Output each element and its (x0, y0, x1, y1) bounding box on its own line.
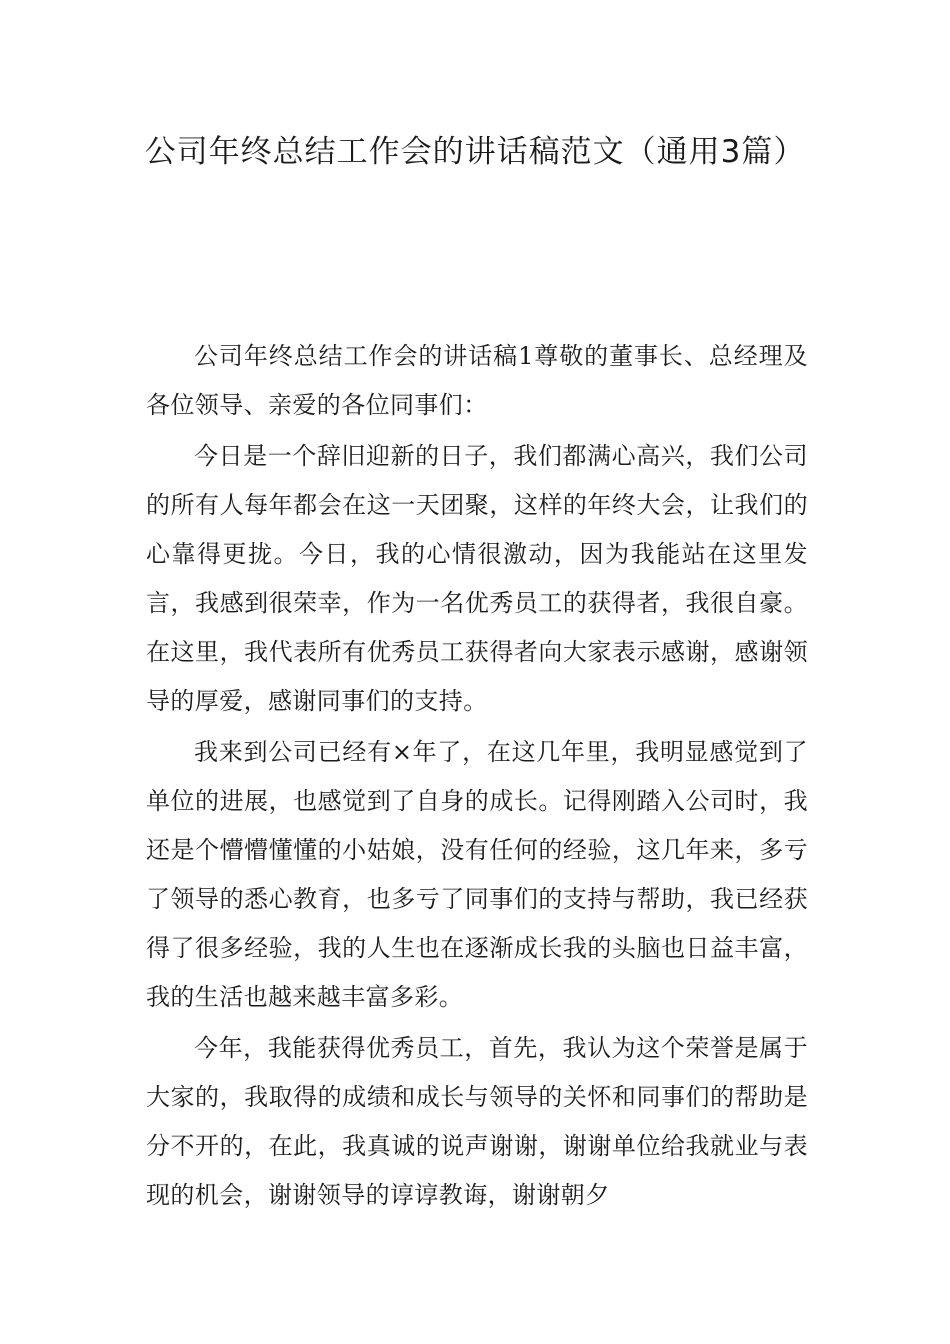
paragraph-2: 今日是一个辞旧迎新的日子，我们都满心高兴，我们公司的所有人每年都会在这一天团聚，这样的年终大会，让我们的心靠得更拢。今日，我的心情很激动，因为我能站在这里发言，我感到很荣幸，作为一名优秀员工的获得者，我很自豪。在这里，我代表所有优秀员工获得者向大家表示感谢，感谢领导的厚爱，感谢同事们的支持。 (146, 442, 808, 715)
document-title: 公司年终总结工作会的讲话稿范文（通用3篇） (144, 134, 806, 170)
paragraph-1: 公司年终总结工作会的讲话稿1尊敬的董事长、总经理及各位领导、亲爱的各位同事们： (146, 342, 808, 419)
paragraph-4: 今年，我能获得优秀员工，首先，我认为这个荣誉是属于大家的，我取得的成绩和成长与领导的关怀和同事们的帮助是分不开的，在此，我真诚的说声谢谢，谢谢单位给我就业与表现的机会，谢谢领导的谆谆教诲，谢谢朝夕 (146, 1034, 808, 1209)
document-body (146, 332, 808, 1222)
paragraph-3: 我来到公司已经有×年了，在这几年里，我明显感觉到了单位的进展，也感觉到了自身的成长。记得刚踏入公司时，我还是个懵懵懂懂的小姑娘，没有任何的经验，这几年来，多亏了领导的悉心教育，也多亏了同事们的支持与帮助，我已经获得了很多经验，我的人生也在逐渐成长我的头脑也日益丰富，我的生活也越来越丰富多彩。 (146, 738, 808, 1011)
